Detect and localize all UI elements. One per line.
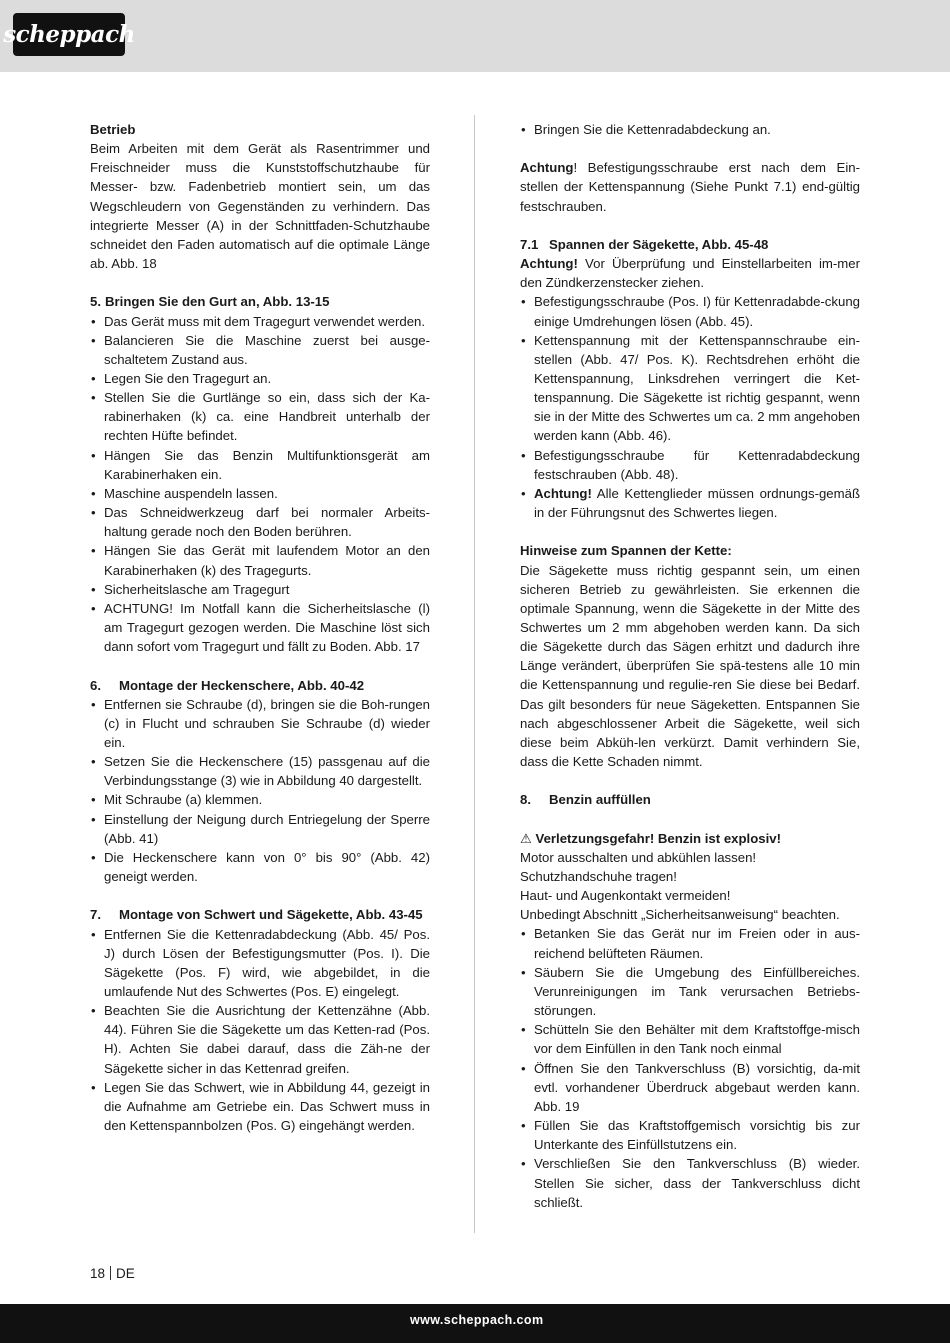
section-7-list: [90, 925, 430, 1136]
warning-line: Schutzhandschuhe tragen!: [520, 869, 677, 885]
list-item: • Einstellung der Neigung durch Entriegelung der Sperre (Abb. 41): [90, 810, 430, 848]
website-link[interactable]: www.scheppach.com: [410, 1313, 544, 1327]
section-6-heading: 6. Montage der Heckenschere, Abb. 40-42: [90, 677, 365, 693]
list-item: • Mit Schraube (a) klemmen.: [90, 790, 430, 809]
betrieb-heading: Betrieb: [90, 122, 136, 137]
list-item: • Maschine auspendeln lassen.: [90, 484, 430, 503]
list-item: • Entfernen sie Schraube (d), bringen sie die Boh-rungen (c) in Flucht und schrauben Sie Schraube (d) wieder ein.: [90, 695, 430, 752]
column-divider: [474, 115, 475, 1233]
list-item: • Legen Sie das Schwert, wie in Abbildung 44, gezeigt in die Aufnahme am Getriebe ein. Das Schwert muss in den Kettenspannbolzen (Pos. G) eingehängt werden.: [90, 1078, 430, 1135]
section-5-heading: 5. Bringen Sie den Gurt an, Abb. 13-15: [90, 294, 330, 310]
warning-line: Motor ausschalten und abkühlen lassen!: [520, 849, 757, 865]
betrieb-paragraph: Beim Arbeiten mit dem Gerät als Rasentrimmer und Freischneider muss die Kunststoffschutzhaube für Messer- bzw. Fadenbetrieb montiert sein, um das Wegschleudern von Gegenständen zu verhindern. Das integrierte Messer (A) in der Schnittfaden-Schutzhaube schneidet den Faden automatisch auf die optimale Länge ab. Abb. 18: [90, 141, 430, 272]
section-7-continued-list: [520, 120, 860, 139]
section-6-list: [90, 695, 430, 887]
list-item: • Hängen Sie das Benzin Multifunktionsgerät am Karabinerhaken ein.: [90, 446, 430, 484]
list-item: • ACHTUNG! Im Notfall kann die Sicherheitslasche (l) am Tragegurt gezogen werden. Die Maschine löst sich dann sofort vom Tragegurt und fällt zu Boden. Abb. 17: [90, 599, 430, 656]
hinweise-heading: Hinweise zum Spannen der Kette:: [520, 543, 732, 559]
footer-separator: [110, 1266, 111, 1280]
list-item: • Balancieren Sie die Maschine zuerst bei ausge-schaltetem Zustand aus.: [90, 331, 430, 369]
section-8-list: [520, 924, 860, 1211]
section-7-1-warning: Achtung! Vor Überprüfung und Einstellarbeiten im-mer den Zündkerzenstecker ziehen.: [520, 256, 860, 291]
list-item: • Verschließen Sie den Tankverschluss (B) wieder. Stellen Sie sicher, dass der Tankverschluss dicht schließt.: [520, 1154, 860, 1211]
list-item: • Befestigungsschraube (Pos. I) für Kettenradabde-ckung einige Umdrehungen lösen (Abb. 45).: [520, 292, 860, 330]
achtung-note: Achtung! Befestigungsschraube erst nach dem Ein-stellen der Kettenspannung (Siehe Punkt 7.1) end-gültig festschrauben.: [520, 160, 860, 214]
list-item: • Stellen Sie die Gurtlänge so ein, dass sich der Ka-rabinerhaken (k) ca. eine Handbreit unterhalb der rechten Hüfte befindet.: [90, 388, 430, 445]
page-footer: [90, 1266, 135, 1281]
right-column: [520, 120, 860, 1212]
section-8-heading: 8. Benzin auffüllen: [520, 792, 651, 808]
warning-line: Haut- und Augenkontakt vermeiden!: [520, 888, 731, 904]
page-number: 18: [90, 1266, 106, 1281]
list-item: • Legen Sie den Tragegurt an.: [90, 369, 430, 388]
list-item: • Betanken Sie das Gerät nur im Freien oder in aus-reichend belüfteten Räumen.: [520, 924, 860, 962]
warning-line: Unbedingt Abschnitt „Sicherheitsanweisung“ beachten.: [520, 907, 840, 923]
list-item: • Bringen Sie die Kettenradabdeckung an.: [520, 120, 860, 139]
list-item: • Sicherheitslasche am Tragegurt: [90, 580, 430, 599]
brand-logo: scheppach: [13, 13, 125, 56]
list-item: • Das Schneidwerkzeug darf bei normaler Arbeits-haltung gerade noch den Boden berühren.: [90, 503, 430, 541]
list-item: • Säubern Sie die Umgebung des Einfüllbereiches. Verunreinigungen im Tank verursachen Betriebs-störungen.: [520, 963, 860, 1020]
header-bar: [0, 0, 950, 72]
list-item: • Füllen Sie das Kraftstoffgemisch vorsichtig bis zur Unterkante des Einfüllstutzens ein.: [520, 1116, 860, 1154]
list-item: • Schütteln Sie den Behälter mit dem Kraftstoffge-misch vor dem Einfüllen in den Tank noch einmal: [520, 1020, 860, 1058]
list-item: • Entfernen Sie die Kettenradabdeckung (Abb. 45/ Pos. J) durch Lösen der Befestigungsmutter (Pos. I). Die Sägekette (Pos. F) wird, wie abgebildet, in die umlaufende Nut des Schwertes (Pos. E) eingelegt.: [90, 925, 430, 1002]
section-5-list: [90, 312, 430, 657]
list-item: • Befestigungsschraube für Kettenradabdeckung festschrauben (Abb. 48).: [520, 446, 860, 484]
language-code: DE: [116, 1266, 135, 1281]
list-item: • Kettenspannung mit der Kettenspannschraube ein-stellen (Abb. 47/ Pos. K). Rechtsdrehen erhöht die Kettenspannung, Linksdrehen verringert die Ket-tenspannung. Die Sägekette ist richtig gespannt, wenn sie in der Mitte des Schwertes um ca. 2 mm angehoben werden kann (Abb. 46).: [520, 331, 860, 446]
list-item: • Hängen Sie das Gerät mit laufendem Motor an den Karabinerhaken (k) des Tragegurts.: [90, 541, 430, 579]
list-item-achtung: • Achtung! Alle Kettenglieder müssen ordnungs-gemäß in der Führungsnut des Schwertes liegen.: [520, 484, 860, 522]
section-7-1-heading: 7.1 Spannen der Sägekette, Abb. 45-48: [520, 236, 769, 252]
section-7-1-list: [520, 292, 860, 522]
list-item: • Die Heckenschere kann von 0° bis 90° (Abb. 42) geneigt werden.: [90, 848, 430, 886]
left-column: [90, 120, 430, 1135]
list-item: • Öffnen Sie den Tankverschluss (B) vorsichtig, da-mit evtl. vorhandener Überdruck abgebaut werden kann. Abb. 19: [520, 1059, 860, 1116]
section-7-heading: 7. Montage von Schwert und Sägekette, Abb. 43-45: [90, 907, 423, 923]
hinweise-paragraph: Die Sägekette muss richtig gespannt sein, um einen sicheren Betrieb zu gewährleisten. Sie erkennen die optimale Spannung, wenn die Sägekette in der Mitte des Schwertes um 2 mm abgehoben werden kann. Da sich die Sägekette durch das Sägen erhitzt und dadurch ihre Länge verändert, überprüfen Sie spä-testens alle 10 min die Kettenspannung und regulie-ren Sie diese bei Bedarf. Das gilt besonders für neue Sägeketten. Entspannen Sie nach abgeschlossener Arbeit die Sägekette, weil sich diese beim Abküh-len verkürzt. Damit verhindern Sie, dass die Kette Schaden nimmt.: [520, 562, 860, 770]
warning-heading: ⚠ Verletzungsgefahr! Benzin ist explosiv!: [520, 830, 781, 846]
warning-icon: ⚠: [520, 830, 532, 846]
list-item: • Setzen Sie die Heckenschere (15) passgenau auf die Verbindungsstange (3) wie in Abbildung 40 dargestellt.: [90, 752, 430, 790]
list-item: • Das Gerät muss mit dem Tragegurt verwendet werden.: [90, 312, 430, 331]
list-item: • Beachten Sie die Ausrichtung der Kettenzähne (Abb. 44). Führen Sie die Sägekette um das Ketten-rad (Pos. H). Achten Sie dabei darauf, dass die Zäh-ne der Sägekette sicher in das Kettenrad greifen.: [90, 1001, 430, 1078]
